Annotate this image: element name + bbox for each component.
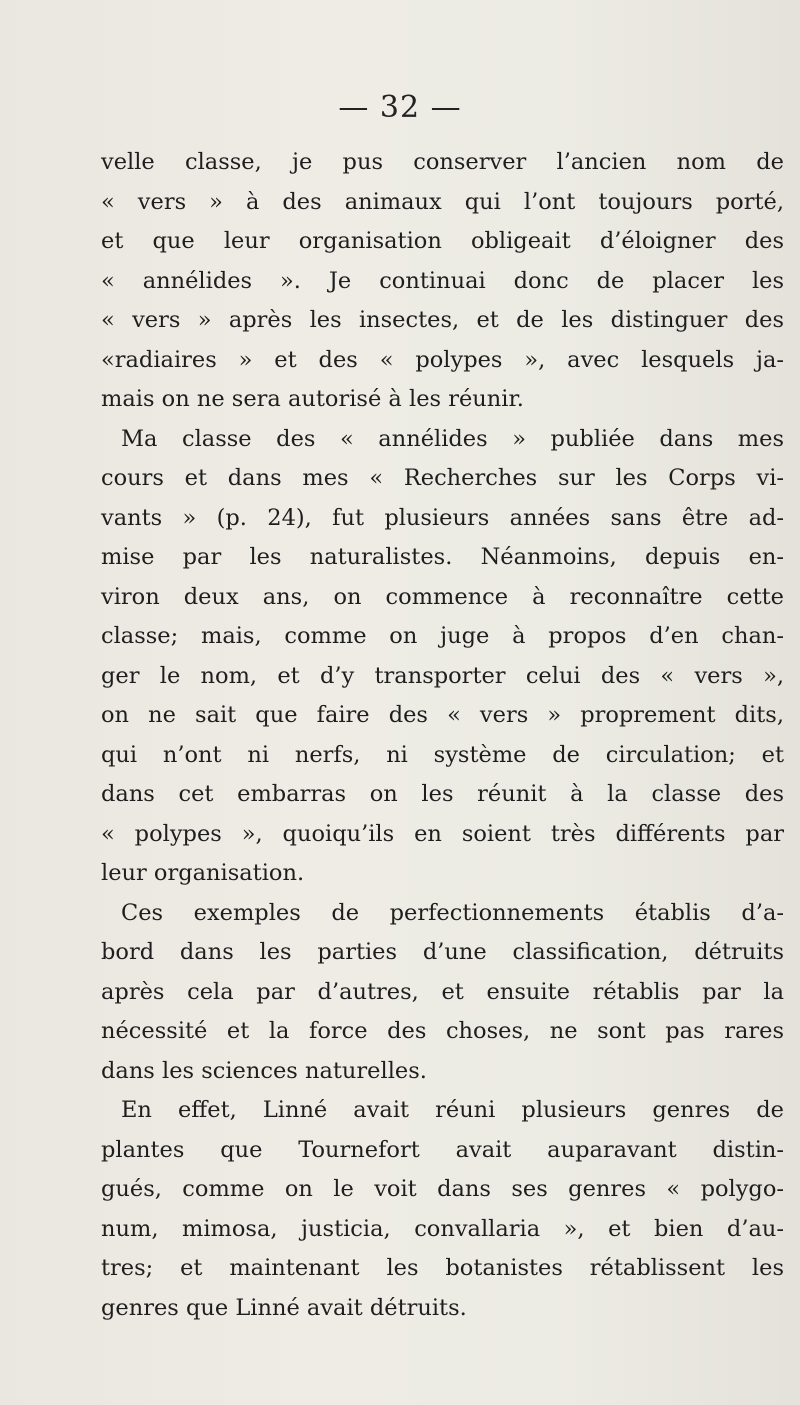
text-line: et que leur organisation obligeait d’éloigner des: [101, 228, 784, 254]
text-line: on ne sait que faire des « vers » proprement dits,: [101, 702, 784, 728]
text-line: genres que Linné avait détruits.: [101, 1294, 467, 1321]
text-line: qui n’ont ni nerfs, ni système de circulation; et: [101, 741, 784, 768]
text-line: dans cet embarras on les réunit à la classe des: [101, 781, 784, 807]
text-line: mise par les naturalistes. Néanmoins, depuis en-: [101, 544, 784, 570]
text-line: viron deux ans, on commence à reconnaître cette: [101, 583, 784, 610]
text-line: tres; et maintenant les botanistes rétablissent les: [101, 1255, 784, 1281]
text-line: velle classe, je pus conserver l’ancien nom de: [101, 149, 784, 175]
text-line: «radiaires » et des « polypes », avec lesquels ja-: [101, 346, 784, 373]
text-line: après cela par d’autres, et ensuite rétablis par la: [101, 978, 784, 1005]
text-line: Ma classe des « annélides » publiée dans mes: [121, 425, 784, 452]
text-line: classe; mais, comme on juge à propos d’en chan-: [101, 623, 784, 649]
text-line: nécessité et la force des choses, ne sont pas rares: [101, 1018, 784, 1044]
text-line: dans les sciences naturelles.: [101, 1057, 427, 1084]
text-line: mais on ne sera autorisé à les réunir.: [101, 386, 524, 412]
text-line: cours et dans mes « Recherches sur les Corps vi-: [101, 465, 784, 491]
text-line: leur organisation.: [101, 860, 305, 886]
text-line: ger le nom, et d’y transporter celui des « vers »,: [101, 662, 784, 689]
text-line: En effet, Linné avait réuni plusieurs genres de: [121, 1097, 784, 1123]
text-line: vants » (p. 24), fut plusieurs années sans être ad-: [101, 504, 784, 531]
text-line: gués, comme on le voit dans ses genres « polygo-: [101, 1176, 784, 1202]
text-line: plantes que Tournefort avait auparavant distin-: [101, 1136, 784, 1163]
text-line: « vers » à des animaux qui l’ont toujours porté,: [101, 188, 784, 215]
text-line: « annélides ». Je continuai donc de placer les: [101, 267, 784, 294]
body-text: [101, 143, 784, 1328]
page-number: — 32 —: [338, 90, 462, 125]
text-line: « polypes », quoiqu’ils en soient très différents par: [101, 820, 784, 847]
text-line: « vers » après les insectes, et de les distinguer des: [101, 307, 784, 333]
text-line: num, mimosa, justicia, convallaria », et bien d’au-: [101, 1215, 784, 1242]
text-line: bord dans les parties d’une classification, détruits: [101, 939, 784, 965]
text-line: Ces exemples de perfectionnements établis d’a-: [121, 899, 784, 926]
